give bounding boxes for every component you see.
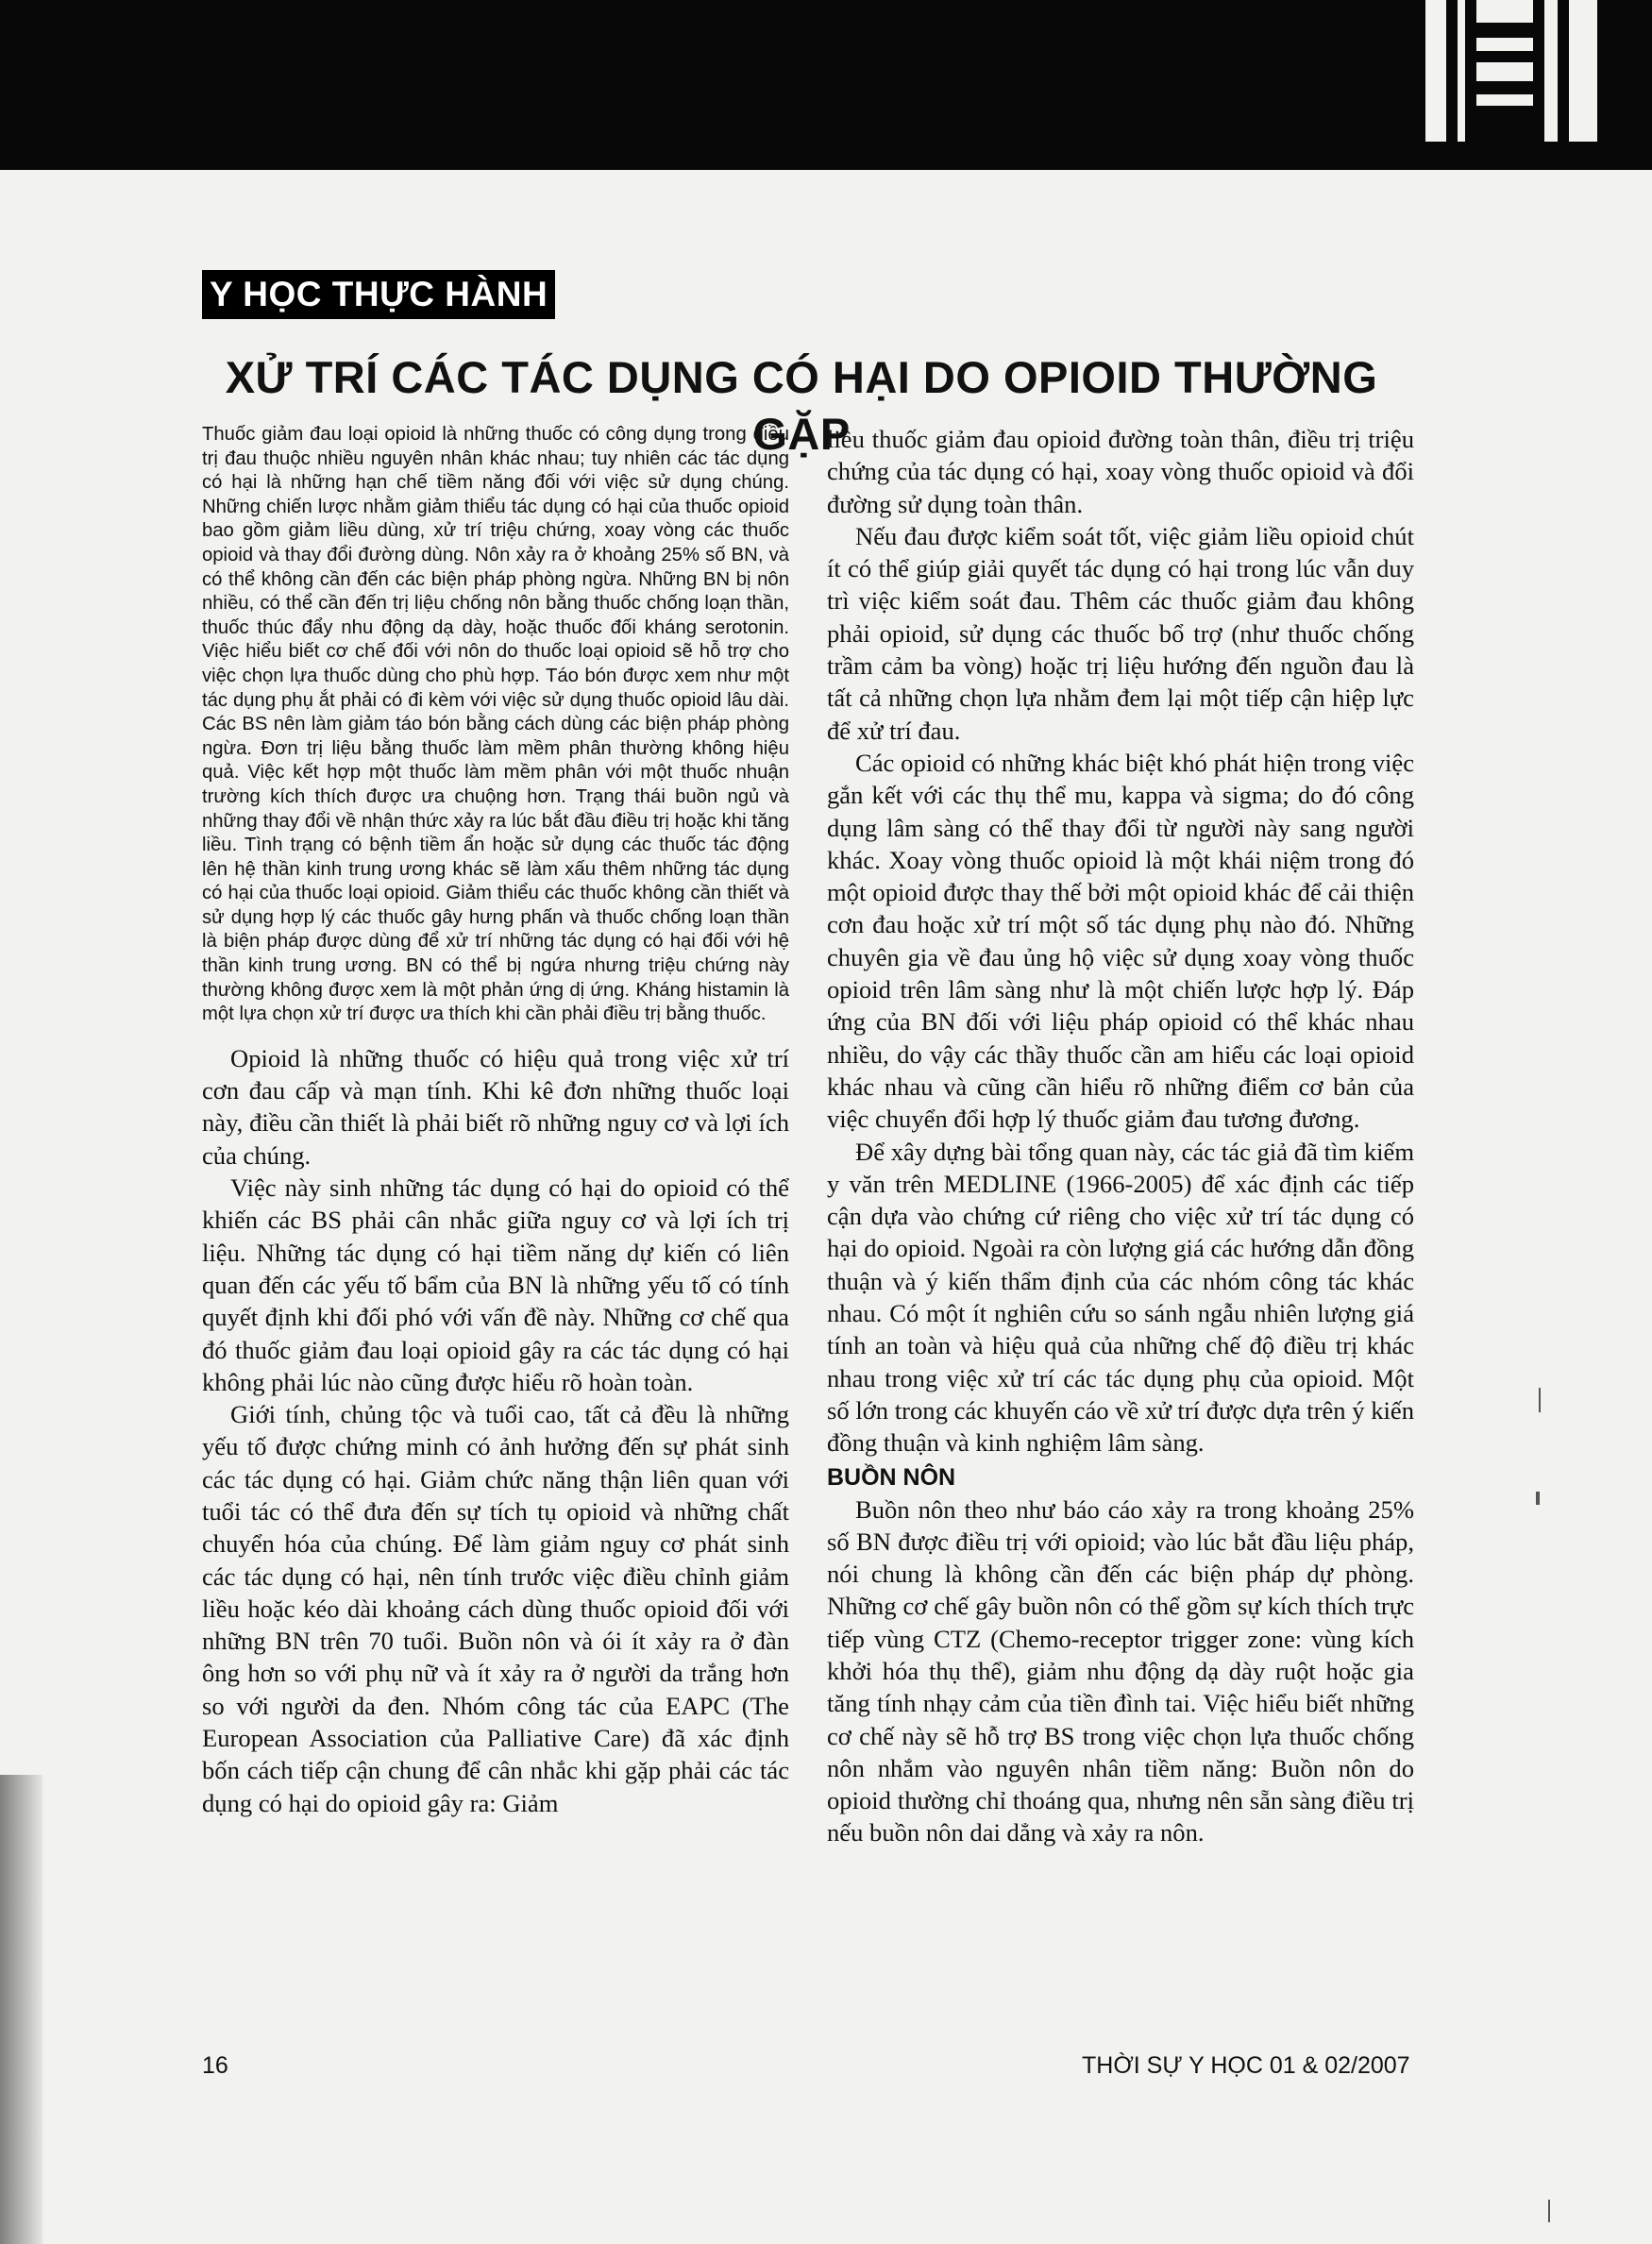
header-curve bbox=[0, 142, 396, 198]
paragraph: Giới tính, chủng tộc và tuổi cao, tất cả đều là những yếu tố được chứng minh có ảnh hưởng đến sự phát sinh các tác dụng có hại. Giảm chức năng thận liên quan với tuổi tác có thể đưa đến sự tích tụ opioid và những chất chuyển hóa của chúng. Để làm giảm nguy cơ phát sinh các tác dụng có hại, nên tính trước việc điều chỉnh giảm liều hoặc kéo dài khoảng cách dùng thuốc opioid đối với những BN trên 70 tuổi. Buồn nôn và ói ít xảy ra ở đàn ông hơn so với phụ nữ và ít xảy ra ở người da trắng hơn so với người da đen. Nhóm công tác của EAPC (The European Association của Palliative Care) đã xác định bốn cách tiếp cận chung để cân nhắc khi gặp phải các tác dụng có hại do opioid gây ra: Giảm bbox=[202, 1400, 789, 1817]
paragraph: liều thuốc giảm đau opioid đường toàn thân, điều trị triệu chứng của tác dụng có hại, xoay vòng thuốc opioid và đổi đường sử dụng toàn thân. bbox=[827, 425, 1414, 518]
article-title: XỬ TRÍ CÁC TÁC DỤNG CÓ HẠI DO OPIOID THƯỜNG GẶP bbox=[225, 352, 1378, 459]
scan-mark bbox=[1536, 1492, 1540, 1505]
scan-mark bbox=[1539, 1388, 1541, 1412]
paragraph: Việc này sinh những tác dụng có hại do opioid có thể khiến các BS phải cân nhắc giữa nguy cơ và lợi ích trị liệu. Những tác dụng có hại tiềm năng dự kiến có liên quan đến các yếu tố bẩm của BN là những yếu tố có tính quyết định khi đối phó với vấn đề này. Những cơ chế qua đó thuốc giảm đau loại opioid gây ra các tác dụng có hại không phải lúc nào cũng được hiểu rõ hoàn toàn. bbox=[202, 1173, 789, 1396]
right-column bbox=[827, 423, 1414, 1849]
journal-issue: THỜI SỰ Y HỌC 01 & 02/2007 bbox=[1082, 2052, 1410, 2079]
scan-mark bbox=[1548, 2200, 1550, 2222]
paragraph: Các opioid có những khác biệt khó phát hiện trong việc gắn kết với các thụ thể mu, kappa và sigma; do đó công dụng lâm sàng có thể thay đổi từ người này sang người khác. Xoay vòng thuốc opioid là một khái niệm trong đó một opioid được thay thế bởi một opioid khác để cải thiện cơn đau hoặc xử trí một số tác dụng phụ nào đó. Những chuyên gia về đau ủng hộ việc sử dụng xoay vòng thuốc opioid trên lâm sàng như là một chiến lược hợp lý. Đáp ứng của BN đối với liệu pháp opioid có thể khác nhau nhiều, do vậy các thầy thuốc cần am hiểu các loại opioid khác nhau và cũng cần hiểu rõ những điểm cơ bản của việc chuyển đổi hợp lý thuốc giảm đau tương đương. bbox=[827, 748, 1414, 1134]
paragraph: Để xây dựng bài tổng quan này, các tác giả đã tìm kiếm y văn trên MEDLINE (1966-2005) để xác định các tiếp cận dựa vào chứng cứ riêng cho việc xử trí tác dụng có hại do opioid. Ngoài ra còn lượng giá các hướng dẫn đồng thuận và ý kiến thẩm định của các nhóm công tác khác nhau. Có một ít nghiên cứu so sánh ngẫu nhiên lượng giá tính an toàn và hiệu quả của những chế độ điều trị khác nhau trong việc xử trí các tác dụng phụ của opioid. Một số lớn trong các khuyến cáo về xử trí được dựa trên ý kiến đồng thuận và kinh nghiệm lâm sàng. bbox=[827, 1137, 1414, 1458]
corner-decoration bbox=[1416, 0, 1605, 142]
section-label: Y HỌC THỰC HÀNH bbox=[202, 270, 555, 319]
right-body bbox=[827, 423, 1414, 1849]
section-heading-nausea: BUỒN NÔN bbox=[827, 1463, 956, 1491]
abstract: Thuốc giảm đau loại opioid là những thuốc có công dụng trong điều trị đau thuộc nhiều nguyên nhân khác nhau; tuy nhiên các tác dụng có hại là những hạn chế tiềm năng đối với việc sử dụng chúng. Những chiến lược nhằm giảm thiểu tác dụng có hại của thuốc opioid bao gồm giảm liều dùng, xử trí triệu chứng, xoay vòng các thuốc opioid và thay đổi đường dùng. Nôn xảy ra ở khoảng 25% số BN, và có thể không cần đến các biện pháp phòng ngừa. Những BN bị nôn nhiều, có thể cần đến trị liệu chống nôn bằng thuốc chống loạn thần, thuốc thúc đẩy nhu động dạ dày, hoặc thuốc đối kháng serotonin. Việc hiểu biết cơ chế đối với nôn do thuốc loại opioid sẽ hỗ trợ cho việc chọn lựa thuốc dùng cho phù hợp. Táo bón được xem như một tác dụng phụ ắt phải có đi kèm với việc sử dụng thuốc opioid lâu dài. Các BS nên làm giảm táo bón bằng cách dùng các biện pháp phòng ngừa. Đơn trị liệu bằng thuốc làm mềm phân thường không hiệu quả. Việc kết hợp một thuốc làm mềm phân với một thuốc nhuận trường kích thích được ưa chuộng hơn. Trạng thái buồn ngủ và những thay đổi về nhận thức xảy ra lúc bắt đầu điều trị hoặc khi tăng liều. Tình trạng có bệnh tiềm ẩn hoặc sử dụng các thuốc tác động lên hệ thần kinh trung ương khác sẽ làm xấu thêm những tác dụng có hại của thuốc loại opioid. Giảm thiểu các thuốc không cần thiết và sử dụng hợp lý các thuốc gây hưng phấn và thuốc chống loạn thần là biện pháp được dùng để xử trí những tác dụng có hại đối với hệ thần kinh trung ương. BN có thể bị ngứa nhưng triệu chứng này thường không được xem là một phản ứng dị ứng. Kháng histamin là một lựa chọn xử trí được ưa thích khi cần phải điều trị bằng thuốc. bbox=[202, 424, 789, 1025]
paragraph: Opioid là những thuốc có hiệu quả trong việc xử trí cơn đau cấp và mạn tính. Khi kê đơn những thuốc loại này, điều cần thiết là phải biết rõ những nguy cơ và lợi ích của chúng. bbox=[202, 1043, 789, 1170]
paragraph: Buồn nôn theo như báo cáo xảy ra trong khoảng 25% số BN được điều trị với opioid; vào lúc bắt đầu liệu pháp, nói chung là không cần đến các biện pháp dự phòng. Những cơ chế gây buồn nôn có thể gồm sự kích thích trực tiếp vùng CTZ (Chemo-receptor trigger zone: vùng kích khởi hóa thụ thể), giảm nhu động dạ dày ruột hoặc gia tăng tính nhạy cảm của tiền đình tai. Việc hiểu biết những cơ chế này sẽ hỗ trợ BS trong việc chọn lựa thuốc chống nôn nhắm vào nguyên nhân tiềm năng: Buồn nôn do opioid thường chỉ thoáng qua, nhưng nên sẵn sàng điều trị nếu buồn nôn dai dẳng và xảy ra nôn. bbox=[827, 1494, 1414, 1848]
scan-edge-shadow bbox=[0, 1775, 42, 2244]
left-column bbox=[202, 423, 789, 1819]
page-number: 16 bbox=[202, 2052, 228, 2079]
paragraph: Nếu đau được kiểm soát tốt, việc giảm liều opioid chút ít có thể giúp giải quyết tác dụng có hại trong lúc vẫn duy trì việc kiểm soát đau. Thêm các thuốc giảm đau không phải opioid, sử dụng các thuốc bổ trợ (như thuốc chống trầm cảm ba vòng) hoặc trị liệu hướng đến nguồn đau là tất cả những chọn lựa nhằm đem lại một tiếp cận hiệp lực để xử trí đau. bbox=[827, 521, 1414, 745]
left-body bbox=[202, 1042, 789, 1819]
